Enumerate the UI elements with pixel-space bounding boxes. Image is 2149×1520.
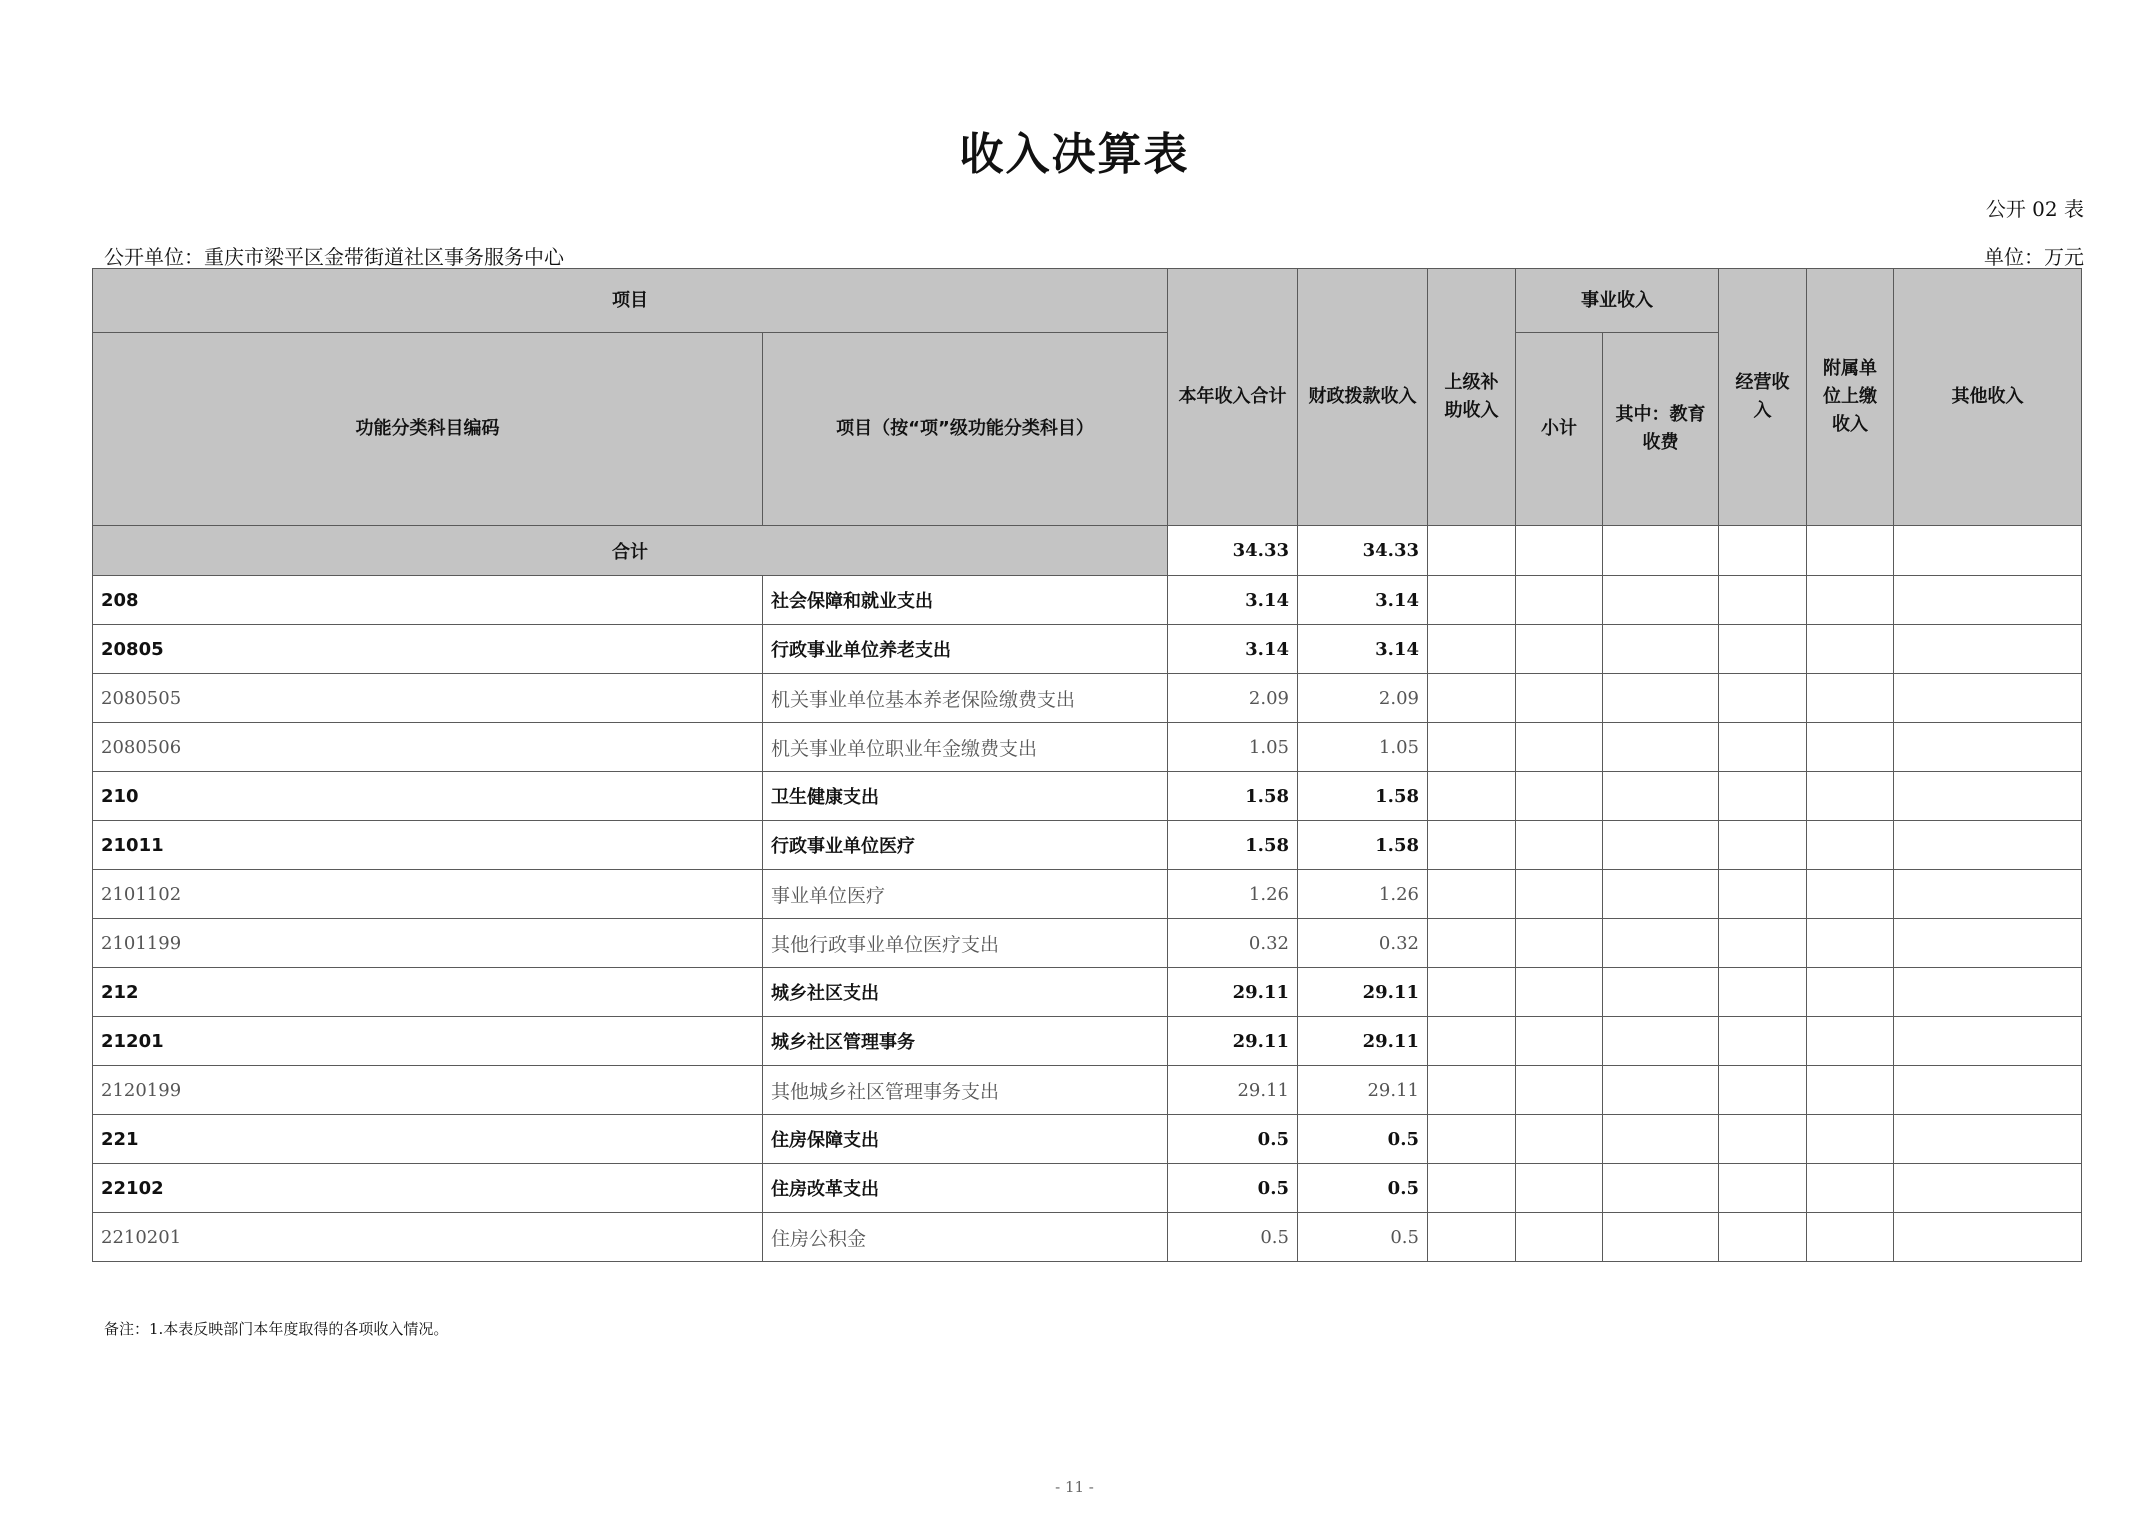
row-code: 2101199: [93, 919, 763, 968]
row-total: 29.11: [1168, 1066, 1298, 1115]
row-code: 20805: [93, 625, 763, 674]
form-number: 公开 02 表: [1985, 197, 2084, 221]
header-fiscal: 财政拨款收入: [1298, 269, 1428, 526]
page-title: 收入决算表: [959, 129, 1190, 180]
table-row: [93, 576, 2082, 625]
table-row: [93, 919, 2082, 968]
row-total: 29.11: [1168, 1017, 1298, 1066]
row-code: 221: [93, 1115, 763, 1164]
footnote: 备注：1.本表反映部门本年度取得的各项收入情况。: [104, 1320, 449, 1338]
table-row: [93, 1164, 2082, 1213]
income-table: [92, 268, 2082, 1262]
row-code: 208: [93, 576, 763, 625]
row-total: 0.5: [1168, 1115, 1298, 1164]
header-item: 项目（按“项”级功能分类科目）: [763, 333, 1168, 526]
table-row: [93, 1066, 2082, 1115]
row-name: 行政事业单位医疗: [763, 821, 1168, 870]
row-fiscal: 1.26: [1298, 870, 1428, 919]
table-row: [93, 1213, 2082, 1262]
table-row: [93, 625, 2082, 674]
row-name: 城乡社区支出: [763, 968, 1168, 1017]
row-total: 0.5: [1168, 1213, 1298, 1262]
table-row: [93, 968, 2082, 1017]
table-row: [93, 723, 2082, 772]
row-fiscal: 1.05: [1298, 723, 1428, 772]
row-code: 21201: [93, 1017, 763, 1066]
row-total: 29.11: [1168, 968, 1298, 1017]
total-label: 合计: [93, 526, 1168, 576]
row-total: 3.14: [1168, 576, 1298, 625]
header-affiliated: 附属单位上缴收入: [1807, 269, 1894, 526]
row-name: 行政事业单位养老支出: [763, 625, 1168, 674]
row-fiscal: 2.09: [1298, 674, 1428, 723]
row-total: 1.26: [1168, 870, 1298, 919]
table-row: [93, 1115, 2082, 1164]
page-number: - 11 -: [1055, 1478, 1094, 1496]
table-row: [93, 772, 2082, 821]
table-row: [93, 821, 2082, 870]
row-total: 2.09: [1168, 674, 1298, 723]
header-operating: 经营收入: [1719, 269, 1807, 526]
row-name: 住房保障支出: [763, 1115, 1168, 1164]
row-fiscal: 0.32: [1298, 919, 1428, 968]
row-code: 212: [93, 968, 763, 1017]
row-code: 2080506: [93, 723, 763, 772]
row-name: 城乡社区管理事务: [763, 1017, 1168, 1066]
row-total: 3.14: [1168, 625, 1298, 674]
total-fiscal-value: 34.33: [1298, 526, 1428, 576]
reporting-unit: 公开单位：重庆市梁平区金带街道社区事务服务中心: [104, 245, 564, 269]
row-name: 住房公积金: [763, 1213, 1168, 1262]
row-fiscal: 1.58: [1298, 772, 1428, 821]
row-fiscal: 0.5: [1298, 1213, 1428, 1262]
table-row: [93, 1017, 2082, 1066]
row-name: 社会保障和就业支出: [763, 576, 1168, 625]
row-name: 卫生健康支出: [763, 772, 1168, 821]
row-name: 住房改革支出: [763, 1164, 1168, 1213]
row-fiscal: 29.11: [1298, 1017, 1428, 1066]
header-total-income: 本年收入合计: [1168, 269, 1298, 526]
header-code: 功能分类科目编码: [93, 333, 763, 526]
row-name: 机关事业单位职业年金缴费支出: [763, 723, 1168, 772]
table-row: [93, 674, 2082, 723]
row-fiscal: 0.5: [1298, 1115, 1428, 1164]
row-code: 2101102: [93, 870, 763, 919]
row-fiscal: 3.14: [1298, 576, 1428, 625]
row-code: 22102: [93, 1164, 763, 1213]
row-total: 1.05: [1168, 723, 1298, 772]
row-total: 1.58: [1168, 821, 1298, 870]
row-total: 0.5: [1168, 1164, 1298, 1213]
row-code: 210: [93, 772, 763, 821]
row-code: 2210201: [93, 1213, 763, 1262]
row-fiscal: 1.58: [1298, 821, 1428, 870]
row-fiscal: 29.11: [1298, 968, 1428, 1017]
row-code: 2120199: [93, 1066, 763, 1115]
row-code: 2080505: [93, 674, 763, 723]
header-project: 项目: [93, 269, 1168, 333]
row-total: 1.58: [1168, 772, 1298, 821]
row-fiscal: 3.14: [1298, 625, 1428, 674]
row-fiscal: 29.11: [1298, 1066, 1428, 1115]
header-subtotal: 小计: [1516, 333, 1603, 526]
total-income-value: 34.33: [1168, 526, 1298, 576]
header-business: 事业收入: [1516, 269, 1719, 333]
row-code: 21011: [93, 821, 763, 870]
header-education: 其中：教育收费: [1603, 333, 1719, 526]
row-name: 事业单位医疗: [763, 870, 1168, 919]
total-row: [93, 526, 2082, 576]
row-total: 0.32: [1168, 919, 1298, 968]
header-superior: 上级补助收入: [1428, 269, 1516, 526]
header-other: 其他收入: [1894, 269, 2082, 526]
row-name: 机关事业单位基本养老保险缴费支出: [763, 674, 1168, 723]
currency-unit: 单位：万元: [1984, 245, 2084, 269]
table-row: [93, 870, 2082, 919]
row-name: 其他城乡社区管理事务支出: [763, 1066, 1168, 1115]
row-name: 其他行政事业单位医疗支出: [763, 919, 1168, 968]
row-fiscal: 0.5: [1298, 1164, 1428, 1213]
